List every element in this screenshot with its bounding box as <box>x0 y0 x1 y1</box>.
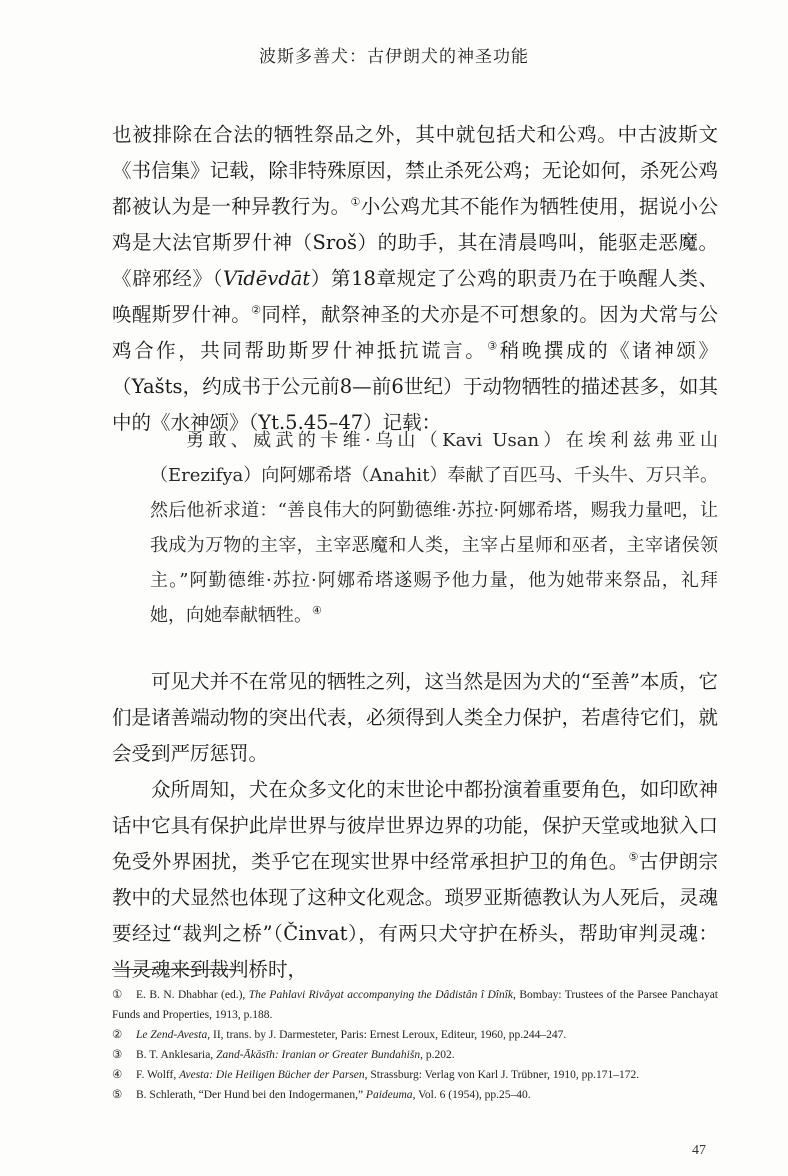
footnote-ref-3[interactable]: ③ <box>487 339 500 353</box>
footnote-marker: ① <box>112 989 123 1001</box>
body-text-segment: 也被排除在合法的牺牲祭品之外，其中就包括犬和公鸡。中古波斯文《书信集》记载，除非特殊原因，禁止杀死公鸡；无论如何，杀死公鸡都被认为是一种异教行为。 <box>112 123 718 218</box>
body-text-segment: 古伊朗宗教中的犬显然也体现了这种文化观念。琐罗亚斯德教认为人死后，灵魂要经过“裁判之桥”（Činvat），有两只犬守护在桥头，帮助审判灵魂：当灵魂来到裁判桥时， <box>112 850 718 981</box>
body-text-segment: 小公鸡尤其不能作为牺牲使用，据说小公鸡是大法官斯罗什神（Sroš）的助手，其在清晨鸣叫，能驱走恶魔。《辟邪经》（ <box>112 195 718 290</box>
footnote-3 <box>112 1045 718 1065</box>
footnote-text: , Bombay: Trustees of the Parsee Panchayat Funds and Properties, 1913, p.188. <box>112 989 719 1021</box>
footnote-title: Paideuma <box>365 1089 413 1101</box>
footnote-5 <box>112 1085 718 1105</box>
main-paragraphs-2-3 <box>112 664 718 988</box>
footnote-text: B. Schlerath, “Der Hund bei den Indogermanen,” <box>136 1089 366 1101</box>
footnote-title: The Pahlavi Rivâyat accompanying the Dâdistân î Dînîk <box>248 989 514 1001</box>
footnote-text: , Strassburg: Verlag von Karl J. Trübner, 1910, pp.171–172. <box>364 1069 640 1081</box>
footnote-divider <box>112 969 236 970</box>
footnote-text: E. B. N. Dhabhar (ed.), <box>136 989 249 1001</box>
footnote-marker: ⑤ <box>112 1089 123 1101</box>
block-quote <box>150 423 718 633</box>
footnote-marker: ③ <box>112 1049 123 1061</box>
footnote-marker: ② <box>112 1029 123 1041</box>
footnote-text: , Vol. 6 (1954), pp.25–40. <box>412 1089 531 1101</box>
paragraph-2: 可见犬并不在常见的牺牲之列，这当然是因为犬的“至善”本质，它们是诸善端动物的突出代表，必须得到人类全力保护，若虐待它们，就会受到严厉惩罚。 <box>112 670 718 765</box>
running-header: 波斯多善犬：古伊朗犬的神圣功能 <box>259 47 529 67</box>
italic-term: Vīdēvdāt <box>222 267 311 290</box>
footnote-2 <box>112 1025 718 1045</box>
footnote-title: Le Zend-Avesta <box>136 1029 208 1041</box>
footnote-text: F. Wolff, <box>136 1069 180 1081</box>
footnote-4 <box>112 1065 718 1085</box>
paragraph-3 <box>112 772 718 988</box>
main-paragraph-1 <box>112 117 718 441</box>
body-text-segment: 同样，献祭神圣的犬亦是不可想象的。因为犬常与公鸡合作，共同帮助斯罗什神抵抗谎言。 <box>112 303 718 362</box>
quote-text: 勇敢、威武的卡维·乌山（Kavi Usan）在埃利兹弗亚山（Erezifya）向阿娜希塔（Anahit）奉献了百匹马、千头牛、万只羊。然后他祈求道：“善良伟大的阿勤德维·苏拉·阿娜希塔，赐我力量吧，让我成为万物的主宰，主宰恶魔和人类，主宰占星师和巫者，主宰诸侯领主。”阿勤德维·苏拉·阿娜希塔遂赐予他力量，他为她带来祭品，礼拜她，向她奉献牺牲。 <box>150 430 718 626</box>
footnotes-section <box>112 985 718 1105</box>
footnote-text: , p.202. <box>420 1049 455 1061</box>
body-text-segment: 稍晚撰成的《诸神颂》（Yašts，约成书于公元前8—前6世纪）于动物牺牲的描述甚多，如其中的《水神颂》（Yt.5.45–47）记载： <box>112 339 718 434</box>
footnote-ref-4[interactable]: ④ <box>312 604 322 617</box>
footnote-title: Zand-Ākāsīh: Iranian or Greater Bundahišn <box>216 1049 421 1061</box>
footnote-1 <box>112 985 718 1025</box>
footnote-marker: ④ <box>112 1069 123 1081</box>
body-text-segment: ）第18章规定了公鸡的职责乃在于唤醒人类、唤醒斯罗什神。 <box>112 267 718 326</box>
footnote-ref-2[interactable]: ② <box>251 303 262 317</box>
body-text-segment: 众所周知，犬在众多文化的末世论中都扮演着重要角色，如印欧神话中它具有保护此岸世界与彼岸世界边界的功能，保护天堂或地狱入口免受外界困扰，类乎它在现实世界中经常承担护卫的角色。 <box>112 778 718 873</box>
footnote-ref-5[interactable]: ⑤ <box>628 850 639 864</box>
footnote-text: , II, trans. by J. Darmesteter, Paris: Ernest Leroux, Editeur, 1960, pp.244–247. <box>207 1029 567 1041</box>
page-number: 47 <box>692 1143 706 1158</box>
footnote-ref-1[interactable]: ① <box>350 195 361 209</box>
footnote-text: B. T. Anklesaria, <box>136 1049 217 1061</box>
footnote-title: Avesta: Die Heiligen Bücher der Parsen <box>179 1069 365 1081</box>
